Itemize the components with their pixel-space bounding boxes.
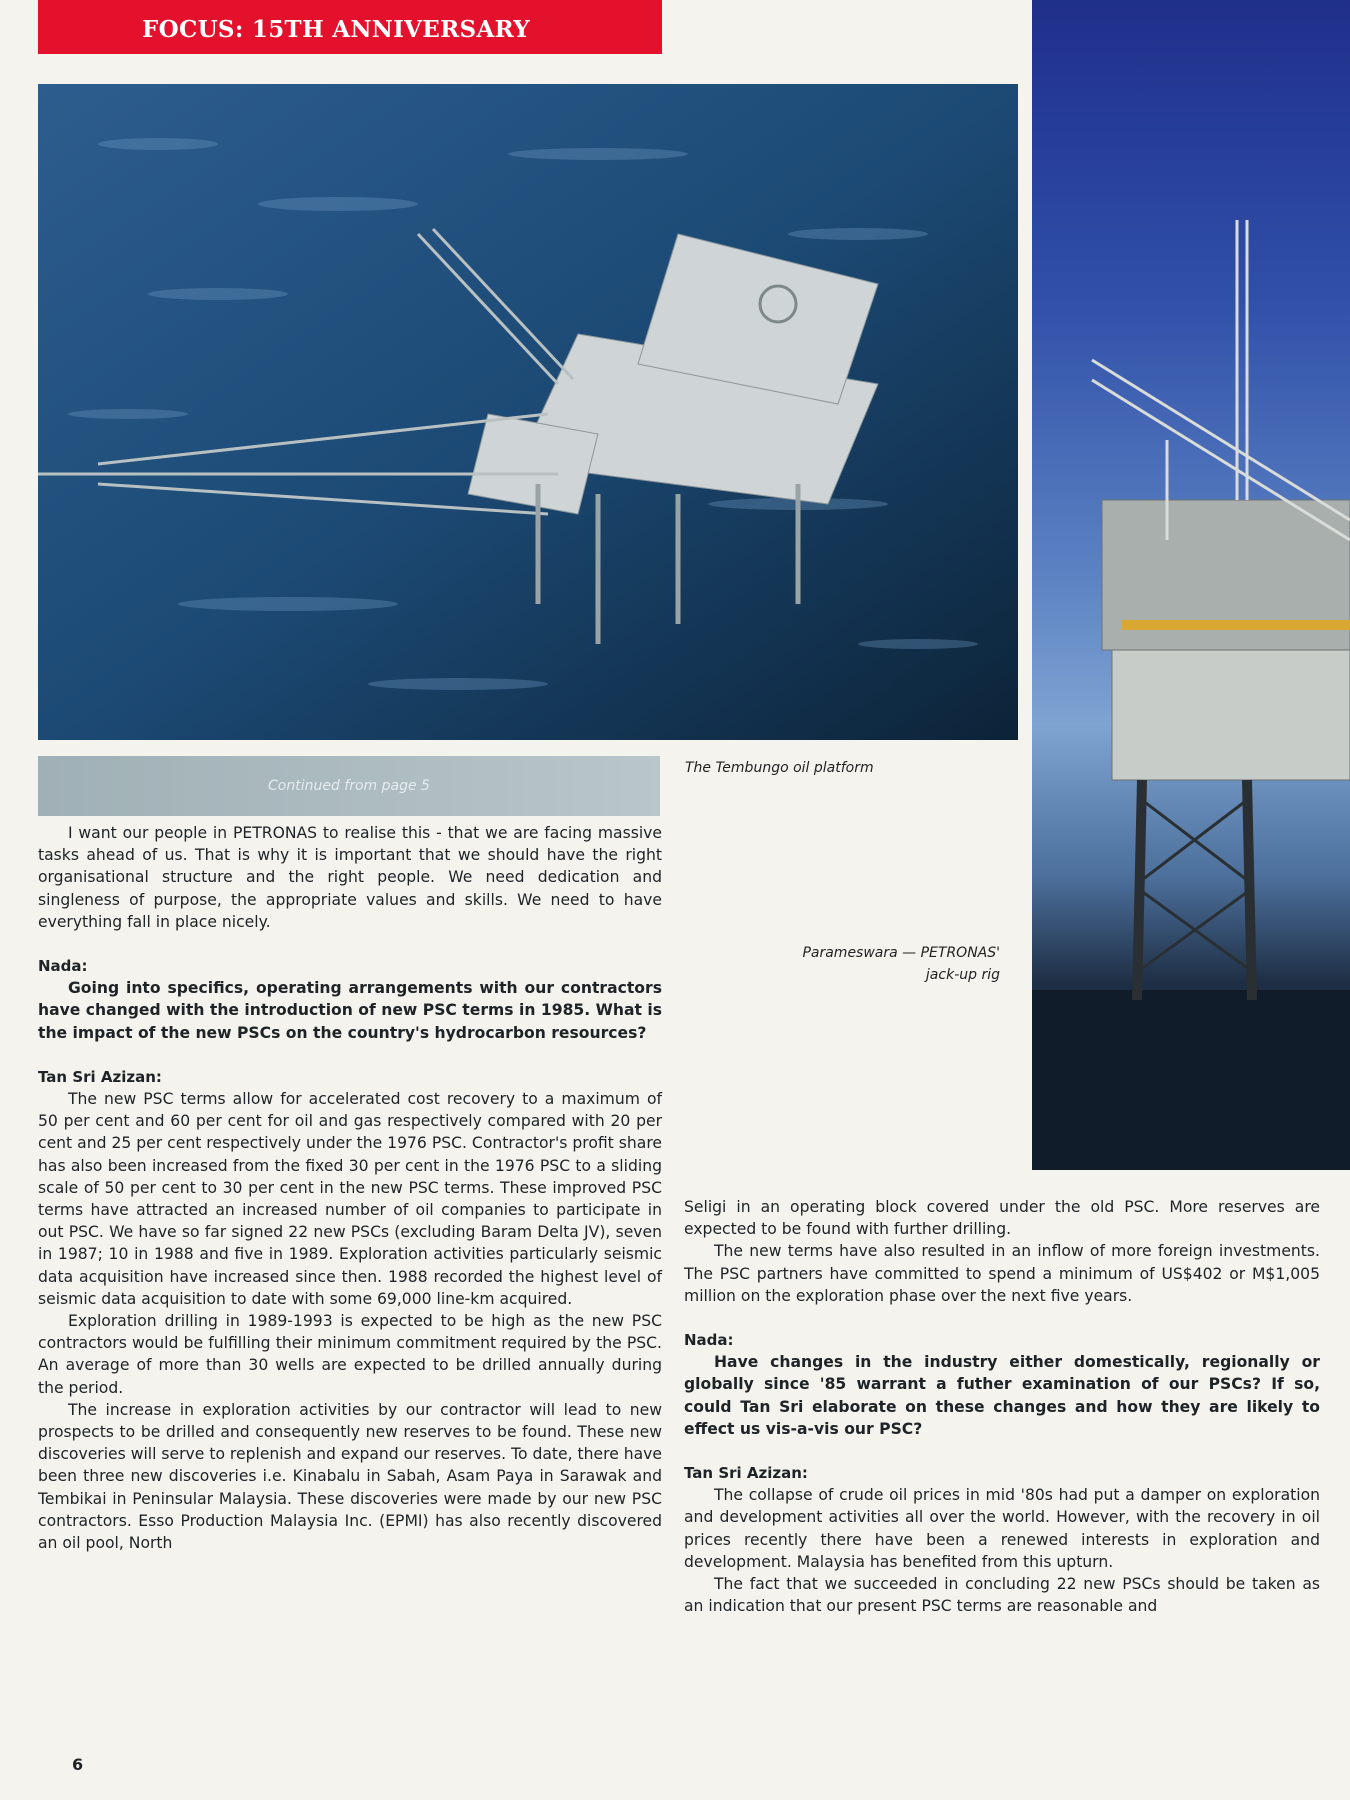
left-column: [38, 822, 662, 1554]
paragraph: I want our people in PETRONAS to realise this - that we are facing massive tasks ahead of us. That is why it is important that we should have the right organisational structure and the right people. We need dedication and singleness of purpose, the appropriate values and skills. We need to have everything fall in place nicely.: [38, 824, 662, 931]
paragraph: Seligi in an operating block covered under the old PSC. More reserves are expected to be found with further drilling.: [684, 1198, 1320, 1239]
rig-caption-line1: Parameswara — PETRONAS': [802, 945, 1000, 961]
paragraph: The fact that we succeeded in concluding 22 new PSCs should be taken as an indication that our present PSC terms are reasonable and: [684, 1575, 1320, 1616]
rig-caption-line2: jack-up rig: [925, 967, 1000, 983]
jackup-rig-photo: [1032, 0, 1350, 1170]
speaker-label: Nada:: [684, 1331, 734, 1350]
speaker-label: Tan Sri Azizan:: [684, 1464, 808, 1483]
speaker-label: Tan Sri Azizan:: [38, 1067, 162, 1086]
page-number: 6: [72, 1755, 84, 1774]
rig-caption: [710, 942, 1000, 986]
interview-question: Have changes in the industry either domestically, regionally or globally since '85 warrant a futher examination of our PSCs? If so, could Tan Sri elaborate on these changes and how they are likely to effect us vis-a-vis our PSC?: [684, 1353, 1320, 1438]
right-column: [684, 1196, 1320, 1617]
paragraph: The new PSC terms allow for accelerated cost recovery to a maximum of 50 per cent and 60 per cent for oil and gas respectively compared with 20 per cent and 25 per cent respectively under the 1976 PSC. Contractor's profit share has also been increased from the fixed 30 per cent in the 1976 PSC to a sliding scale of 50 per cent to 30 per cent in the new PSC terms. These improved PSC terms have attracted an increased number of oil companies to participate in out PSC. We have so far signed 22 new PSCs (excluding Baram Delta JV), seven in 1987; 10 in 1988 and five in 1989. Exploration activities particularly seismic data acquisition have increased since then. 1988 recorded the highest level of seismic data acquisition to date with some 69,000 line-km acquired.: [38, 1090, 662, 1308]
paragraph: The collapse of crude oil prices in mid '80s had put a damper on exploration and development activities all over the world. However, with the recovery in oil prices recently there have been a renewed interests in exploration and development. Malaysia has benefited from this upturn.: [684, 1486, 1320, 1571]
paragraph: Exploration drilling in 1989-1993 is expected to be high as the new PSC contractors would be fulfilling their minimum commitment required by the PSC. An average of more than 30 wells are expected to be drilled annually during the period.: [38, 1312, 662, 1397]
paragraph: The new terms have also resulted in an inflow of more foreign investments. The PSC partners have committed to spend a minimum of US$402 or M$1,005 million on the exploration phase over the next five years.: [684, 1242, 1320, 1305]
interview-question: Going into specifics, operating arrangements with our contractors have changed with the introduction of new PSC terms in 1985. What is the impact of the new PSCs on the country's hydrocarbon resources?: [38, 979, 662, 1042]
platform-caption: The Tembungo oil platform: [685, 760, 874, 776]
rig-illustration: [1032, 0, 1350, 1170]
paragraph: The increase in exploration activities by our contractor will lead to new prospects to be drilled and consequently new reserves to be found. These new discoveries will serve to replenish and expand our reserves. To date, there have been three new discoveries i.e. Kinabalu in Sabah, Asam Paya in Sarawak and Tembikai in Peninsular Malaysia. These discoveries were made by our new PSC contractors. Esso Production Malaysia Inc. (EPMI) has also recently discovered an oil pool, North: [38, 1400, 662, 1553]
speaker-label: Nada:: [38, 957, 88, 976]
continued-banner: Continued from page 5: [38, 756, 660, 816]
platform-photo: [38, 84, 1018, 740]
platform-illustration: [38, 84, 1018, 740]
section-banner: FOCUS: 15TH ANNIVERSARY: [38, 0, 662, 54]
